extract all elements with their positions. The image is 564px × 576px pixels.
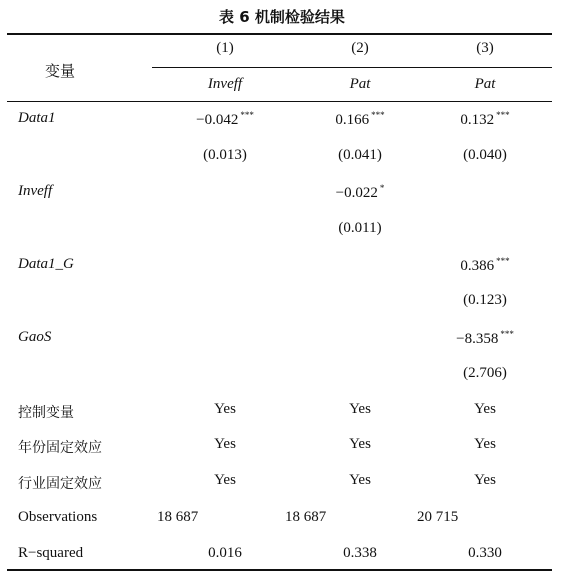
row-label-controls: 控制变量	[18, 405, 74, 421]
top-rule	[7, 33, 552, 35]
row-label-data1-g: Data1_G	[18, 256, 74, 272]
row-label-data1: Data1	[18, 110, 56, 126]
r-squared-2: 0.338	[343, 545, 377, 561]
gaos-se-3: (2.706)	[463, 365, 507, 381]
industry-fe-1: Yes	[214, 472, 236, 488]
col2-dep: Pat	[349, 76, 371, 92]
industry-fe-2: Yes	[349, 472, 371, 488]
year-fe-2: Yes	[349, 436, 371, 452]
stub-header: 变量	[45, 62, 76, 80]
year-fe-1: Yes	[214, 436, 236, 452]
col1-dep: Inveff	[207, 76, 243, 92]
data1-se-2: (0.041)	[338, 147, 382, 163]
data1-g-se-3: (0.123)	[463, 292, 507, 308]
row-label-gaos: GaoS	[18, 329, 52, 345]
controls-2: Yes	[349, 401, 371, 417]
data1-g-coef-3: 0.386 ***	[460, 256, 510, 274]
header-rule	[7, 101, 552, 102]
row-label-industry-fe: 行业固定效应	[18, 476, 102, 492]
observations-1: 18 687	[157, 509, 199, 525]
data1-coef-2: 0.166 ***	[335, 110, 385, 128]
row-label-r-squared: R−squared	[18, 545, 84, 561]
col2-number: (2)	[351, 40, 369, 56]
row-label-inveff: Inveff	[18, 183, 53, 199]
gaos-coef-3: −8.358 ***	[456, 329, 514, 347]
data1-coef-3: 0.132 ***	[460, 110, 510, 128]
observations-3: 20 715	[417, 509, 459, 525]
r-squared-1: 0.016	[208, 545, 242, 561]
col3-number: (3)	[476, 40, 494, 56]
col3-dep: Pat	[474, 76, 496, 92]
observations-2: 18 687	[285, 509, 327, 525]
industry-fe-3: Yes	[474, 472, 496, 488]
inveff-se-2: (0.011)	[338, 220, 382, 236]
row-label-observations: Observations	[18, 509, 98, 525]
r-squared-3: 0.330	[468, 545, 502, 561]
inveff-coef-2: −0.022 *	[335, 183, 385, 201]
data1-se-3: (0.040)	[463, 147, 507, 163]
bottom-rule	[7, 569, 552, 571]
table-title: 表 6 机制检验结果	[219, 8, 345, 26]
controls-1: Yes	[214, 401, 236, 417]
data1-coef-1: −0.042 ***	[196, 110, 254, 128]
year-fe-3: Yes	[474, 436, 496, 452]
data1-se-1: (0.013)	[203, 147, 247, 163]
header-subrule	[152, 67, 552, 68]
col1-number: (1)	[216, 40, 234, 56]
controls-3: Yes	[474, 401, 496, 417]
row-label-year-fe: 年份固定效应	[18, 440, 102, 456]
